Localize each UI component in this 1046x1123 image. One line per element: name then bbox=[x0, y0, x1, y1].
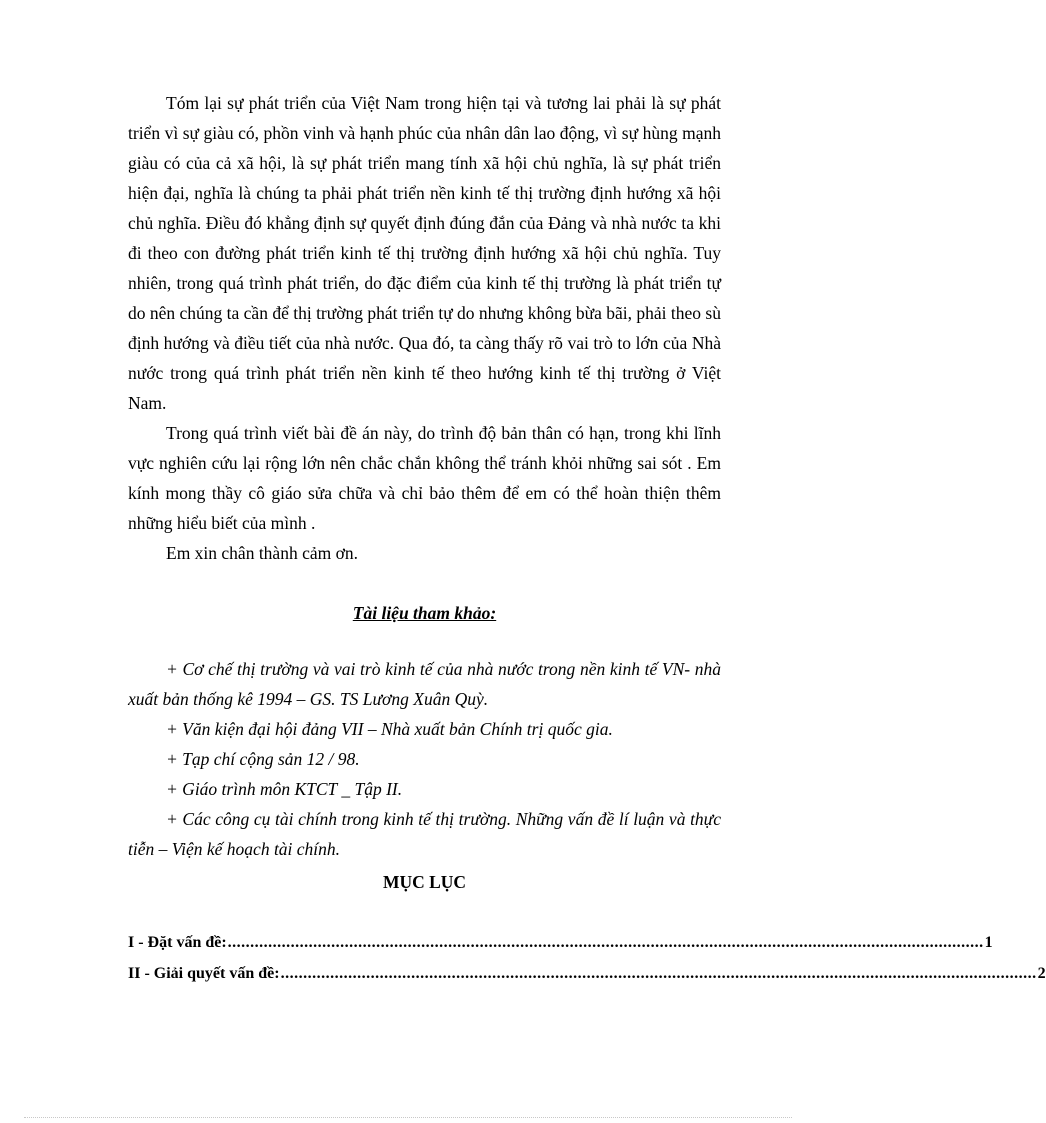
references-heading: Tài liệu tham khảo: bbox=[352, 603, 497, 623]
reference-item: + Giáo trình môn KTCT _ Tập II. bbox=[166, 779, 403, 799]
reference-item: + Các công cụ tài chính trong kinh tế thị trường. Những vấn đề lí luận và thực tiễn – Viện kế hoạch tài chính. bbox=[128, 809, 721, 859]
toc-entry-label: I - Đặt vấn đề: bbox=[128, 934, 227, 951]
page-bottom-border bbox=[24, 1117, 792, 1118]
toc-leader-dots: ........................................................................................................................................................................ bbox=[227, 934, 984, 951]
toc-heading: MỤC LỤC bbox=[382, 872, 467, 892]
paragraph-thanks: Em xin chân thành cảm ơn. bbox=[166, 543, 358, 563]
toc-leader-dots: ........................................................................................................................................................................ bbox=[280, 965, 1037, 982]
paragraph-apology: Trong quá trình viết bài đề án này, do trình độ bản thân có hạn, trong khi lĩnh vực nghiên cứu lại rộng lớn nên chắc chắn không thể tránh khỏi những sai sót . Em kính mong thầy cô giáo sửa chữa và chỉ bảo thêm để em có thể hoàn thiện thêm những hiểu biết của mình . bbox=[128, 423, 721, 533]
toc-entry-label: II - Giải quyết vấn đề: bbox=[128, 965, 280, 982]
toc-entry-page: 1 bbox=[984, 934, 993, 951]
conclusion-text bbox=[128, 88, 721, 568]
toc-entry[interactable] bbox=[128, 927, 993, 958]
reference-item: + Tạp chí cộng sản 12 / 98. bbox=[166, 749, 360, 769]
toc-entry-page: 2 bbox=[1037, 965, 1046, 982]
table-of-contents bbox=[128, 927, 1046, 989]
references-list bbox=[128, 654, 721, 864]
reference-item: + Văn kiện đại hội đảng VII – Nhà xuất bản Chính trị quốc gia. bbox=[166, 719, 613, 739]
paragraph-conclusion: Tóm lại sự phát triển của Việt Nam trong hiện tại và tương lai phải là sự phát triển vì sự giàu có, phồn vinh và hạnh phúc của nhân dân lao động, vì sự hùng mạnh giàu có của cả xã hội, là sự phát triển mang tính xã hội chủ nghĩa, là sự phát triển hiện đại, nghĩa là chúng ta phải phát triển nền kinh tế thị trường định hướng xã hội chủ nghĩa. Điều đó khẳng định sự quyết định đúng đắn của Đảng và nhà nước ta khi đi theo con đường phát triển kinh tế thị trường định hướng xã hội chủ nghĩa. Tuy nhiên, trong quá trình phát triển, do đặc điểm của kinh tế thị trường là phát triển tự do nên chúng ta cần để thị trường phát triển tự do nhưng không bừa bãi, phải theo sù định hướng và điều tiết của nhà nước. Qua đó, ta càng thấy rõ vai trò to lớn của Nhà nước trong quá trình phát triển nền kinh tế theo hướng kinh tế thị trường ở Việt Nam. bbox=[128, 93, 721, 413]
reference-item: + Cơ chế thị trường và vai trò kinh tế của nhà nước trong nền kinh tế VN- nhà xuất bản thống kê 1994 – GS. TS Lương Xuân Quỳ. bbox=[128, 659, 721, 709]
toc-entry[interactable] bbox=[128, 958, 1046, 989]
